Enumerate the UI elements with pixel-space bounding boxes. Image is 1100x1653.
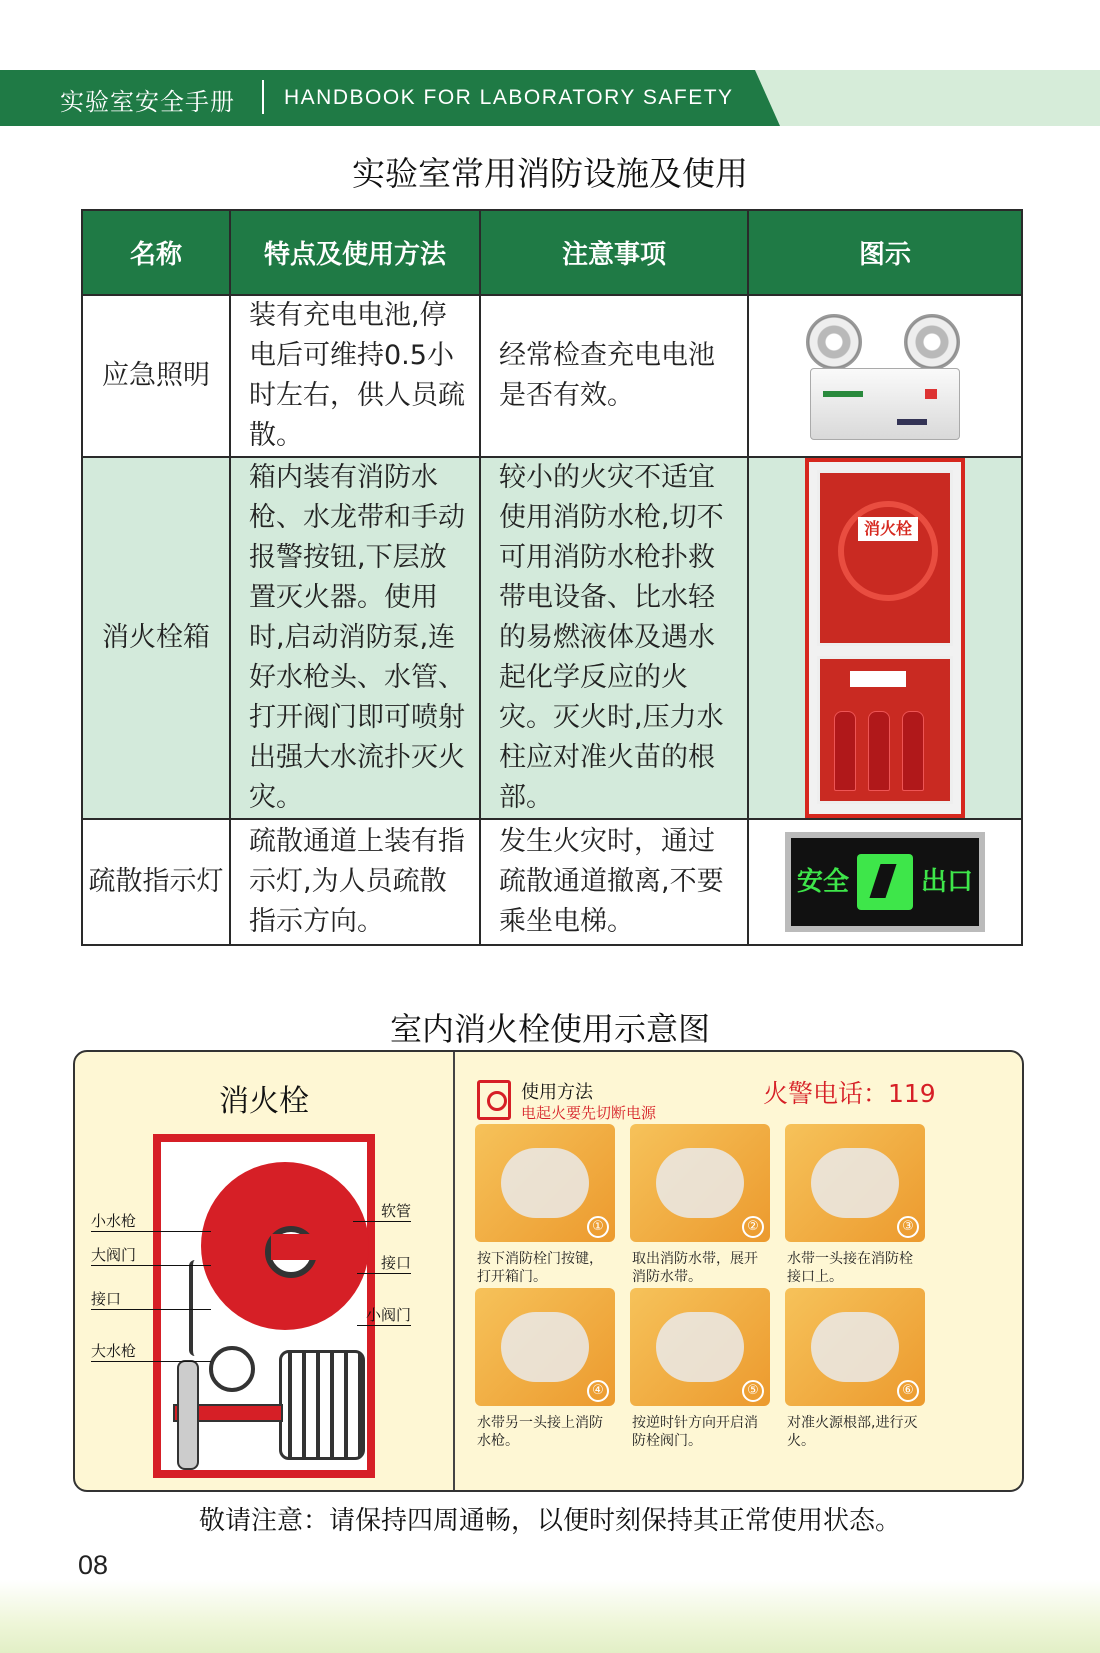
step-card [785, 1288, 925, 1450]
column-header-name: 名称 [82, 210, 230, 295]
step-number: ③ [897, 1216, 919, 1238]
step-number: ⑤ [742, 1380, 764, 1402]
page-number: 08 [78, 1550, 109, 1580]
row-name: 应急照明 [82, 295, 230, 457]
diagram-label: 软管 [353, 1200, 411, 1222]
hydrant-diagram-title: 消火栓 [219, 1084, 309, 1119]
valve-icon [209, 1346, 255, 1392]
emergency-light-image [748, 295, 1022, 457]
lamp-icon [904, 314, 960, 370]
hydrant-method-icon [477, 1080, 511, 1120]
fire-phone: 火警电话：119 [763, 1079, 936, 1108]
header-title-cn: 实验室安全手册 [60, 88, 235, 116]
method-title: 使用方法 [521, 1082, 593, 1103]
row-name: 消火栓箱 [82, 457, 230, 819]
table-row [82, 819, 1022, 945]
step-card [630, 1288, 770, 1450]
notice-text: 敬请注意：请保持四周通畅，以便时刻保持其正常使用状态。 [198, 1506, 901, 1536]
extinguisher-icon [902, 711, 924, 791]
diagram-label: 小阀门 [357, 1304, 411, 1326]
row-usage: 疏散通道上装有指示灯,为人员疏散指示方向。 [230, 819, 480, 945]
method-subtitle: 电起火要先切断电源 [521, 1104, 657, 1122]
diagram-label: 接口 [357, 1252, 411, 1274]
lamp-icon [806, 314, 862, 370]
step-card [475, 1288, 615, 1450]
row-usage: 装有充电电池,停电后可维持0.5小时左右，供人员疏散。 [230, 295, 480, 457]
step-card [785, 1124, 925, 1286]
panel-divider [453, 1052, 455, 1490]
extinguisher-icon [868, 711, 890, 791]
section-title: 室内消火栓使用示意图 [389, 1010, 710, 1048]
step-caption: 水带另一头接上消防水枪。 [477, 1415, 603, 1449]
row-note: 经常检查充电电池是否有效。 [480, 295, 748, 457]
step-caption: 按下消防栓门按键，打开箱门。 [477, 1251, 603, 1285]
exit-sign-right: 出口 [921, 867, 974, 897]
row-usage: 箱内装有消防水枪、水龙带和手动报警按钮,下层放置灭火器。使用时,启动消防泵,连好水枪头、水管、打开阀门即可喷射出强大水流扑灭火灾。 [230, 457, 480, 819]
exit-sign-left: 安全 [796, 867, 849, 897]
column-header-image: 图示 [748, 210, 1022, 295]
step-caption: 取出消防水带，展开消防水带。 [632, 1251, 758, 1285]
step-caption: 按逆时针方向开启消防栓阀门。 [632, 1415, 758, 1449]
coiled-hose-icon [279, 1350, 365, 1460]
step-number: ① [587, 1216, 609, 1238]
running-man-icon [857, 854, 913, 910]
diagram-label: 大水枪 [91, 1340, 211, 1362]
header-divider [262, 80, 264, 114]
table-header-row [82, 210, 1022, 295]
fire-facilities-table [81, 209, 1023, 946]
row-name: 疏散指示灯 [82, 819, 230, 945]
nozzle-icon [177, 1360, 199, 1470]
table-row [82, 457, 1022, 819]
step-number: ② [742, 1216, 764, 1238]
extinguisher-icon [834, 711, 856, 791]
column-header-notes: 注意事项 [480, 210, 748, 295]
page-title: 实验室常用消防设施及使用 [352, 154, 748, 193]
step-caption: 对准火源根部,进行灭火。 [787, 1415, 918, 1449]
cabinet-sign: 消火栓 [858, 517, 918, 541]
step-card [630, 1124, 770, 1286]
diagram-label: 大阀门 [91, 1244, 211, 1266]
diagram-label: 接口 [91, 1288, 211, 1310]
hydrant-cabinet-image [748, 457, 1022, 819]
column-header-usage: 特点及使用方法 [230, 210, 480, 295]
row-note: 发生火灾时，通过疏散通道撤离,不要乘坐电梯。 [480, 819, 748, 945]
footer-decoration [0, 1580, 1100, 1653]
hose-reel-icon [838, 501, 938, 601]
step-number: ④ [587, 1380, 609, 1402]
step-caption: 水带一头接在消防栓接口上。 [787, 1251, 913, 1285]
diagram-label: 小水枪 [91, 1210, 211, 1232]
table-row [82, 295, 1022, 457]
step-card [475, 1124, 615, 1286]
exit-sign-image [748, 819, 1022, 945]
row-note: 较小的火灾不适宜使用消防水枪,切不可用消防水枪扑救带电设备、比水轻的易燃液体及遇水起化学反应的火灾。灭火时,压力水柱应对准火苗的根部。 [480, 457, 748, 819]
header-title-en: HANDBOOK FOR LABORATORY SAFETY [284, 86, 734, 109]
hydrant-usage-panel [73, 1050, 1024, 1492]
step-number: ⑥ [897, 1380, 919, 1402]
